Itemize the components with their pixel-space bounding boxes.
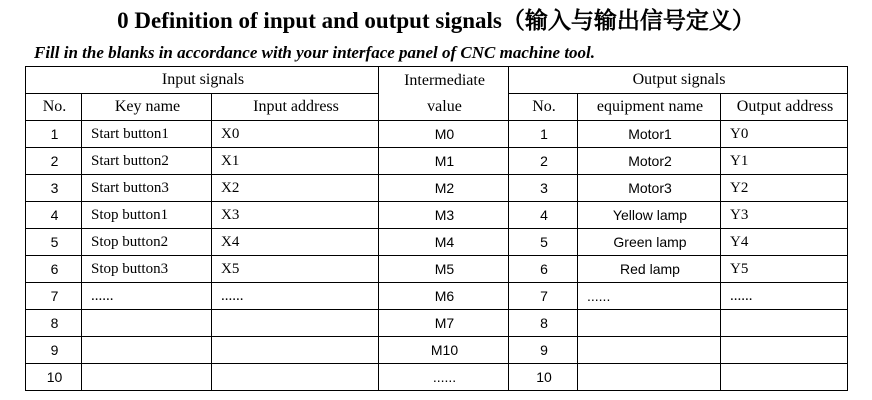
intermediate-header-line2: value (427, 97, 462, 115)
output-no-cell: 9 (509, 337, 578, 364)
input-address-cell (212, 310, 379, 337)
intermediate-value-cell: M6 (379, 283, 509, 310)
input-signals-header: Input signals (26, 67, 379, 94)
output-no-cell: 7 (509, 283, 578, 310)
intermediate-value-cell: M4 (379, 229, 509, 256)
input-no-cell: 10 (26, 364, 82, 391)
input-no-cell: 5 (26, 229, 82, 256)
input-no-cell: 9 (26, 337, 82, 364)
output-no-cell: 2 (509, 148, 578, 175)
key-name-cell: Start button2 (82, 148, 212, 175)
intermediate-header-line1: Intermediate (404, 71, 485, 89)
table-row (26, 310, 848, 337)
equipment-name-cell: Green lamp (578, 229, 721, 256)
equipment-name-cell: ...... (578, 283, 721, 310)
equipment-name-cell: Motor2 (578, 148, 721, 175)
output-address-cell (721, 310, 848, 337)
key-name-cell: ...... (82, 283, 212, 310)
output-address-cell (721, 364, 848, 391)
key-name-header: Key name (82, 94, 212, 121)
output-address-cell: Y2 (721, 175, 848, 202)
intermediate-value-cell: M3 (379, 202, 509, 229)
input-no-cell: 3 (26, 175, 82, 202)
output-address-cell: Y1 (721, 148, 848, 175)
intermediate-value-header (379, 67, 509, 121)
key-name-cell: Start button1 (82, 121, 212, 148)
input-address-cell: X2 (212, 175, 379, 202)
key-name-cell (82, 364, 212, 391)
document-subtitle: Fill in the blanks in accordance with your interface panel of CNC machine tool. (34, 43, 596, 62)
intermediate-value-cell: ...... (379, 364, 509, 391)
equipment-name-cell: Motor1 (578, 121, 721, 148)
output-no-cell: 3 (509, 175, 578, 202)
input-no-cell: 1 (26, 121, 82, 148)
output-no-cell: 8 (509, 310, 578, 337)
equipment-name-cell (578, 364, 721, 391)
output-no-header: No. (509, 94, 578, 121)
table-row (26, 364, 848, 391)
output-address-cell (721, 337, 848, 364)
input-address-cell: ...... (212, 283, 379, 310)
intermediate-value-cell: M1 (379, 148, 509, 175)
output-no-cell: 5 (509, 229, 578, 256)
key-name-cell: Stop button2 (82, 229, 212, 256)
table-row (26, 229, 848, 256)
output-no-cell: 10 (509, 364, 578, 391)
table-row (26, 202, 848, 229)
output-address-cell: Y3 (721, 202, 848, 229)
input-no-cell: 8 (26, 310, 82, 337)
table-row (26, 121, 848, 148)
input-address-cell: X3 (212, 202, 379, 229)
intermediate-value-cell: M7 (379, 310, 509, 337)
input-no-cell: 4 (26, 202, 82, 229)
output-address-cell: Y0 (721, 121, 848, 148)
table-row (26, 283, 848, 310)
input-no-header: No. (26, 94, 82, 121)
equipment-name-cell: Red lamp (578, 256, 721, 283)
input-address-cell: X0 (212, 121, 379, 148)
document-title: 0 Definition of input and output signals（输入与输出信号定义） (117, 8, 755, 33)
table-row (26, 175, 848, 202)
input-address-cell: X1 (212, 148, 379, 175)
output-no-cell: 1 (509, 121, 578, 148)
input-no-cell: 7 (26, 283, 82, 310)
output-no-cell: 6 (509, 256, 578, 283)
header-row-1 (26, 67, 848, 94)
output-signals-header: Output signals (509, 67, 848, 94)
key-name-cell: Stop button3 (82, 256, 212, 283)
input-address-cell (212, 364, 379, 391)
key-name-cell (82, 310, 212, 337)
input-address-cell: X5 (212, 256, 379, 283)
output-no-cell: 4 (509, 202, 578, 229)
input-no-cell: 6 (26, 256, 82, 283)
intermediate-value-cell: M2 (379, 175, 509, 202)
input-address-cell: X4 (212, 229, 379, 256)
equipment-name-cell (578, 337, 721, 364)
equipment-name-cell: Motor3 (578, 175, 721, 202)
output-address-header: Output address (721, 94, 848, 121)
intermediate-value-cell: M0 (379, 121, 509, 148)
equipment-name-cell (578, 310, 721, 337)
input-no-cell: 2 (26, 148, 82, 175)
key-name-cell: Start button3 (82, 175, 212, 202)
output-address-cell: Y5 (721, 256, 848, 283)
equipment-name-header: equipment name (578, 94, 721, 121)
input-address-cell (212, 337, 379, 364)
output-address-cell: Y4 (721, 229, 848, 256)
output-address-cell: ...... (721, 283, 848, 310)
table-row (26, 148, 848, 175)
key-name-cell (82, 337, 212, 364)
input-address-header: Input address (212, 94, 379, 121)
intermediate-value-cell: M10 (379, 337, 509, 364)
table-row (26, 337, 848, 364)
intermediate-value-cell: M5 (379, 256, 509, 283)
signal-definition-table (25, 66, 848, 391)
equipment-name-cell: Yellow lamp (578, 202, 721, 229)
table-row (26, 256, 848, 283)
key-name-cell: Stop button1 (82, 202, 212, 229)
